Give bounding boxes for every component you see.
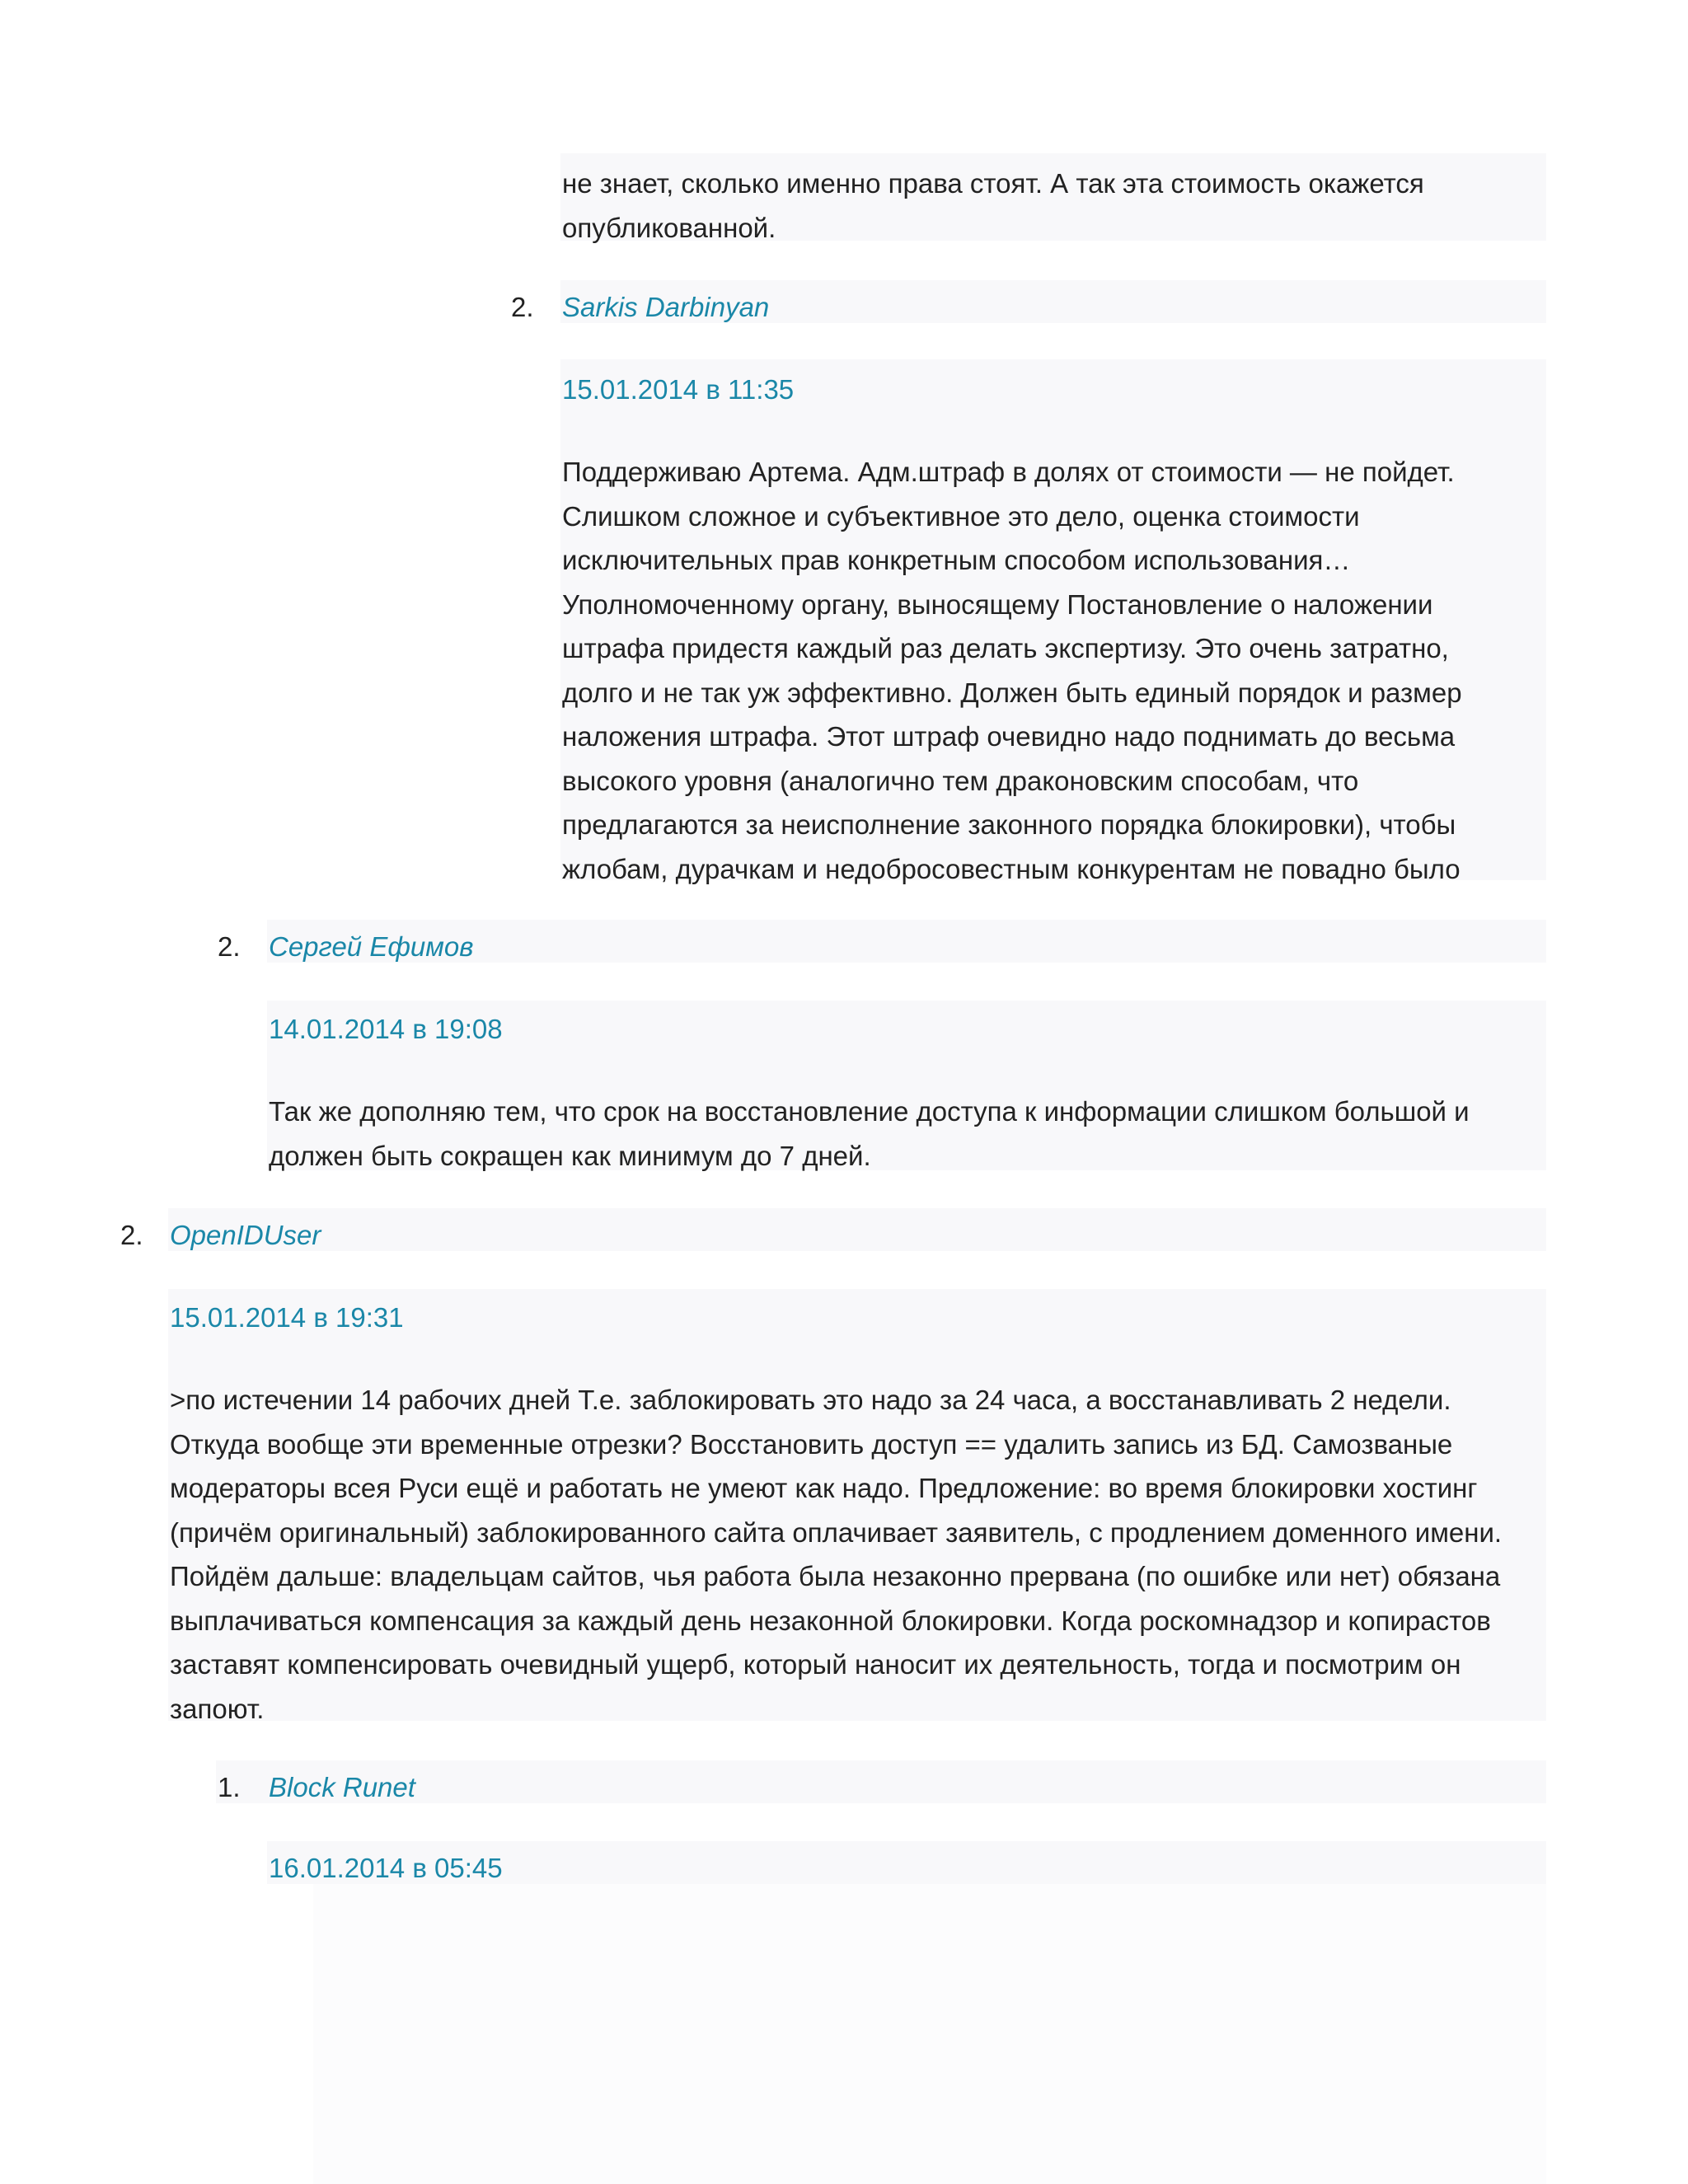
comment-date-link[interactable]: 16.01.2014 в 05:45 (269, 1853, 503, 1883)
comment-author-link[interactable]: Sarkis Darbinyan (562, 292, 770, 322)
comment-text: не знает, сколько именно права стоят. А так эта стоимость окажется опубликованной. (562, 168, 1424, 243)
comment-author-link[interactable]: OpenIDUser (170, 1220, 321, 1250)
comment-date-link[interactable]: 15.01.2014 в 11:35 (562, 374, 795, 405)
comment-number: 2. (511, 292, 534, 322)
comment-number: 2. (218, 931, 241, 962)
comment-number: 1. (218, 1772, 241, 1802)
comment-body-placeholder (313, 1884, 1546, 2184)
comment-author-link[interactable]: Сергей Ефимов (269, 931, 474, 962)
comment-author-link[interactable]: Block Runet (269, 1772, 415, 1802)
comment-header-bg (168, 1208, 1546, 1251)
comment-date-link[interactable]: 14.01.2014 в 19:08 (269, 1014, 503, 1044)
comment-text: Поддерживаю Артема. Адм.штраф в долях от стоимости — не пойдет. Слишком сложное и субъективное это дело, оценка стоимости исключительных прав конкретным способом использования…Уполномоченному органу, выносящему Постановление о наложении штрафа придестя каждый раз делать экспертизу. Это очень затратно, долго и не так уж эффективно. Должен быть единый порядок и размер наложения штрафа. Этот штраф очевидно надо поднимать до весьма высокого уровня (аналогично тем драконовским способам, что предлагаются за неисполнение законного порядка блокировки), чтобы жлобам, дурачкам и недобросовестным конкурентам не повадно было (562, 457, 1462, 884)
comment-text: >по истечении 14 рабочих дней Т.е. заблокировать это надо за 24 часа, а восстанавливать 2 недели. Откуда вообще эти временные отрезки? Восстановить доступ == удалить запись из БД. Самозваные модераторы всея Руси ещё и работать не умеют как надо. Предложение: во время блокировки хостинг (причём оригинальный) заблокированного сайта оплачивает заявитель, с продлением доменного имени. Пойдём дальше: владельцам сайтов, чья работа была незаконно прервана (по ошибке или нет) обязана выплачиваться компенсация за каждый день незаконной блокировки. Когда роскомнадзор и копирастов заставят компенсировать очевидный ущерб, который наносит их деятельность, тогда и посмотрим он запоют. (170, 1385, 1503, 1724)
comment-date-link[interactable]: 15.01.2014 в 19:31 (170, 1302, 404, 1333)
comment-number: 2. (120, 1220, 143, 1250)
comment-header-bg (216, 1760, 1546, 1803)
comment-text: Так же дополняю тем, что срок на восстановление доступа к информации слишком большой и должен быть сокращен как минимум до 7 дней. (269, 1096, 1470, 1171)
